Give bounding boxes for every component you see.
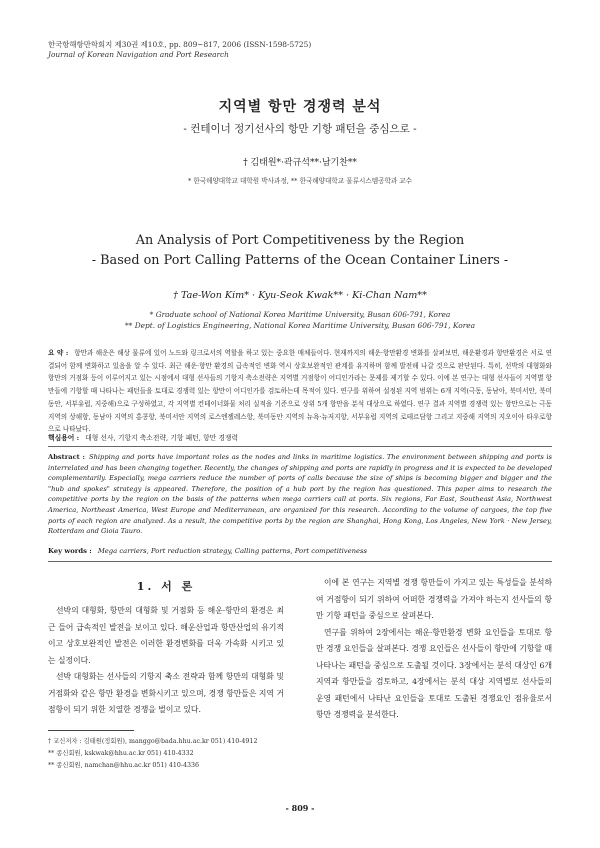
- authors-english: † Tae-Won Kim* · Kyu-Seok Kwak** · Ki-Chan Nam**: [173, 290, 427, 301]
- abstract-korean-text: 항만과 해운은 해상 물류에 있어 노드와 링크로서의 역할을 하고 있는 중요한 매체들이다. 현재까지의 해운·항만환경 변화를 살펴보면, 해운환경과 항만환경은 서로 연결되어 함께 변화하고 있음을 알 수 있다. 최근 해운·항만 환경의 급속적인 변화 역시 상호보완적인 관계를 유지하며 함께 발전해 나갈 것으로 판단된다. 특히, 선박의 대형화와 항만의 거점화 등이 이루어지고 있는 시점에서 대형 선사들의 기항지 축소전략은 지역별 거점항이 어디인가라는 문제를 제기할 수 있다. 이에 본 연구는 대형 선사들이 지역별 항만들에 기항할 때 나타나는 패턴들을 토대로 경쟁력 있는 항만이 어디인가를 검토하는데 목적이 있다. 연구를 위하여 설정된 지역 범위는 6개 지역(극동, 동남아, 북미서안, 북미동안, 서부유럽, 지중해)으로 구성하였고, 각 지역별 컨테이너화물 처리 실적을 기준으로 상위 5개 항만을 분석 대상으로 하였다. 연구 결과 지역별 경쟁력 있는 항만으로는 극동 지역의 상해항, 동남아 지역의 홍콩항, 북미서안 지역의 로스엔젤레스항, 북미동안 지역의 뉴욕·뉴저지항, 서부유럽 지역의 로테르담항 그리고 지중해 지역의 지오이아 타우로항으로 나타났다.: [48, 349, 552, 434]
- divider-top: [48, 446, 552, 447]
- title-english: An Analysis of Port Competitiveness by the Region: [135, 233, 465, 248]
- subtitle-english: - Based on Port Calling Patterns of the Ocean Container Liners -: [91, 253, 509, 268]
- body-column-right: [316, 575, 552, 724]
- abstract-english-label: Abstract :: [48, 453, 86, 461]
- journal-header: [48, 40, 311, 60]
- keywords-english-label: Key words :: [48, 547, 92, 555]
- keywords-english: [48, 547, 367, 555]
- paragraph: 선박 대형화는 선사들의 기항지 축소 전략과 함께 항만의 대형화 및 거점화와 같은 항만 환경을 변화시키고 있으며, 경쟁 항만들은 지역 거점항이 되기 위한 치열한 경쟁을 벌이고 있다.: [48, 672, 284, 714]
- abstract-english-text: Shipping and ports have important roles as the nodes and links in maritime logistics. The environment between shipping and ports is interrelated and has been changing together. Recently, the changes of shipping and ports are rapidly in progress and it is expected to be developed complementarily. Especially, mega carriers reduce the number of ports of calls because the size of ships is becoming bigger and bigger and the "hub and spokes" strategy is appeared. Therefore, the position of a hub port by the region has questioned. This paper aims to research the competitive ports by the region on the basis of the patterns when mega carriers call at ports. Six regions, Far East, Southeast Asia, Northwest America, Northeast America, West Europe and Mediterranean, are organized for this research. According to the volume of cargoes, the top five ports of each region are analyzed. As a result, the competitive ports by the region are Shanghai, Hong Kong, Los Angeles, New York · New Jersey, Rotterdam and Gioia Tauro.: [48, 453, 552, 536]
- paragraph: 선박의 대형화, 항만의 대형화 및 거점화 등 해운·항만의 환경은 최근 들어 급속적인 발전을 보이고 있다. 해운산업과 항만산업의 유기적이고 상호보완적인 발전은 이러한 환경변화를 더욱 가속화 시키고 있는 실정이다.: [48, 606, 284, 665]
- footnote-2: ** 종신회원, kskwak@hhu.ac.kr 051) 410-4332: [48, 750, 194, 757]
- divider-bottom: [48, 561, 552, 562]
- abstract-korean: [48, 347, 552, 436]
- affiliation-english-2: ** Dept. of Logistics Engineering, National Korea Maritime University, Busan 606-791, Korea: [124, 321, 476, 330]
- journal-info-ko: 한국항해항만학회지 제30권 제10호, pp. 809~817, 2006 (ISSN-1598-5725): [48, 40, 312, 49]
- keywords-korean: [48, 432, 238, 442]
- abstract-korean-label: 요 약 :: [48, 349, 69, 357]
- paragraph: 이에 본 연구는 지역별 경쟁 항만들이 가지고 있는 특성들을 분석하여 거점항이 되기 위하여 어떠한 경쟁력을 가져야 하는지 선사들의 항만 기항 패턴을 중심으로 살펴본다.: [316, 578, 552, 620]
- footnote-1: † 교신저자 : 김태원(정회원), manggo@bada.hhu.ac.kr 051) 410-4912: [48, 738, 258, 745]
- affiliation-english-1: * Graduate school of National Korea Maritime University, Busan 606-791, Korea: [149, 310, 451, 319]
- journal-name-en: Journal of Korean Navigation and Port Research: [48, 50, 229, 59]
- footnotes: [48, 736, 257, 772]
- title-korean: 지역별 항만 경쟁력 분석: [218, 99, 382, 115]
- page-number: - 809 -: [285, 803, 315, 813]
- footnote-3: ** 종신회원, namchan@hhu.ac.kr 051) 410-4336: [48, 762, 200, 769]
- body-column-left: [48, 603, 284, 719]
- paragraph: 연구를 위하여 2장에서는 해운·항만환경 변화 요인들을 토대로 항만 경쟁 요인들을 살펴본다. 경쟁 요인들은 선사들이 항만에 기항할 때 나타나는 패턴을 중심으로 도출될 것이다. 3장에서는 분석 대상인 6개 지역과 항만들을 검토하고, 4장에서는 분석 대상 지역별로 선사들의 운영 패턴에서 나타난 요인들을 토대로 도출된 경쟁요인 점유율로서 항만 경쟁력을 분석한다.: [316, 627, 552, 719]
- section-heading: 1. 서 론: [136, 580, 196, 593]
- keywords-english-text: Mega carriers, Port reduction strategy, Calling patterns, Port competitiveness: [97, 547, 368, 555]
- authors-korean: † 김태원*·곽규석**·남기찬**: [243, 158, 357, 168]
- keywords-korean-text: 대형 선사, 기항지 축소전략, 기항 패턴, 항만 경쟁력: [85, 434, 239, 442]
- footnote-divider: [48, 730, 134, 731]
- affiliation-korean: * 한국해양대학교 대학원 박사과정, ** 한국해양대학교 물류시스템공학과 교수: [187, 177, 413, 185]
- keywords-korean-label: 핵심용어 :: [48, 434, 80, 442]
- subtitle-korean: - 컨테이너 정기선사의 항만 기항 패턴을 중심으로 -: [183, 123, 417, 135]
- affiliation-english: [0, 309, 600, 331]
- abstract-english: [48, 452, 552, 537]
